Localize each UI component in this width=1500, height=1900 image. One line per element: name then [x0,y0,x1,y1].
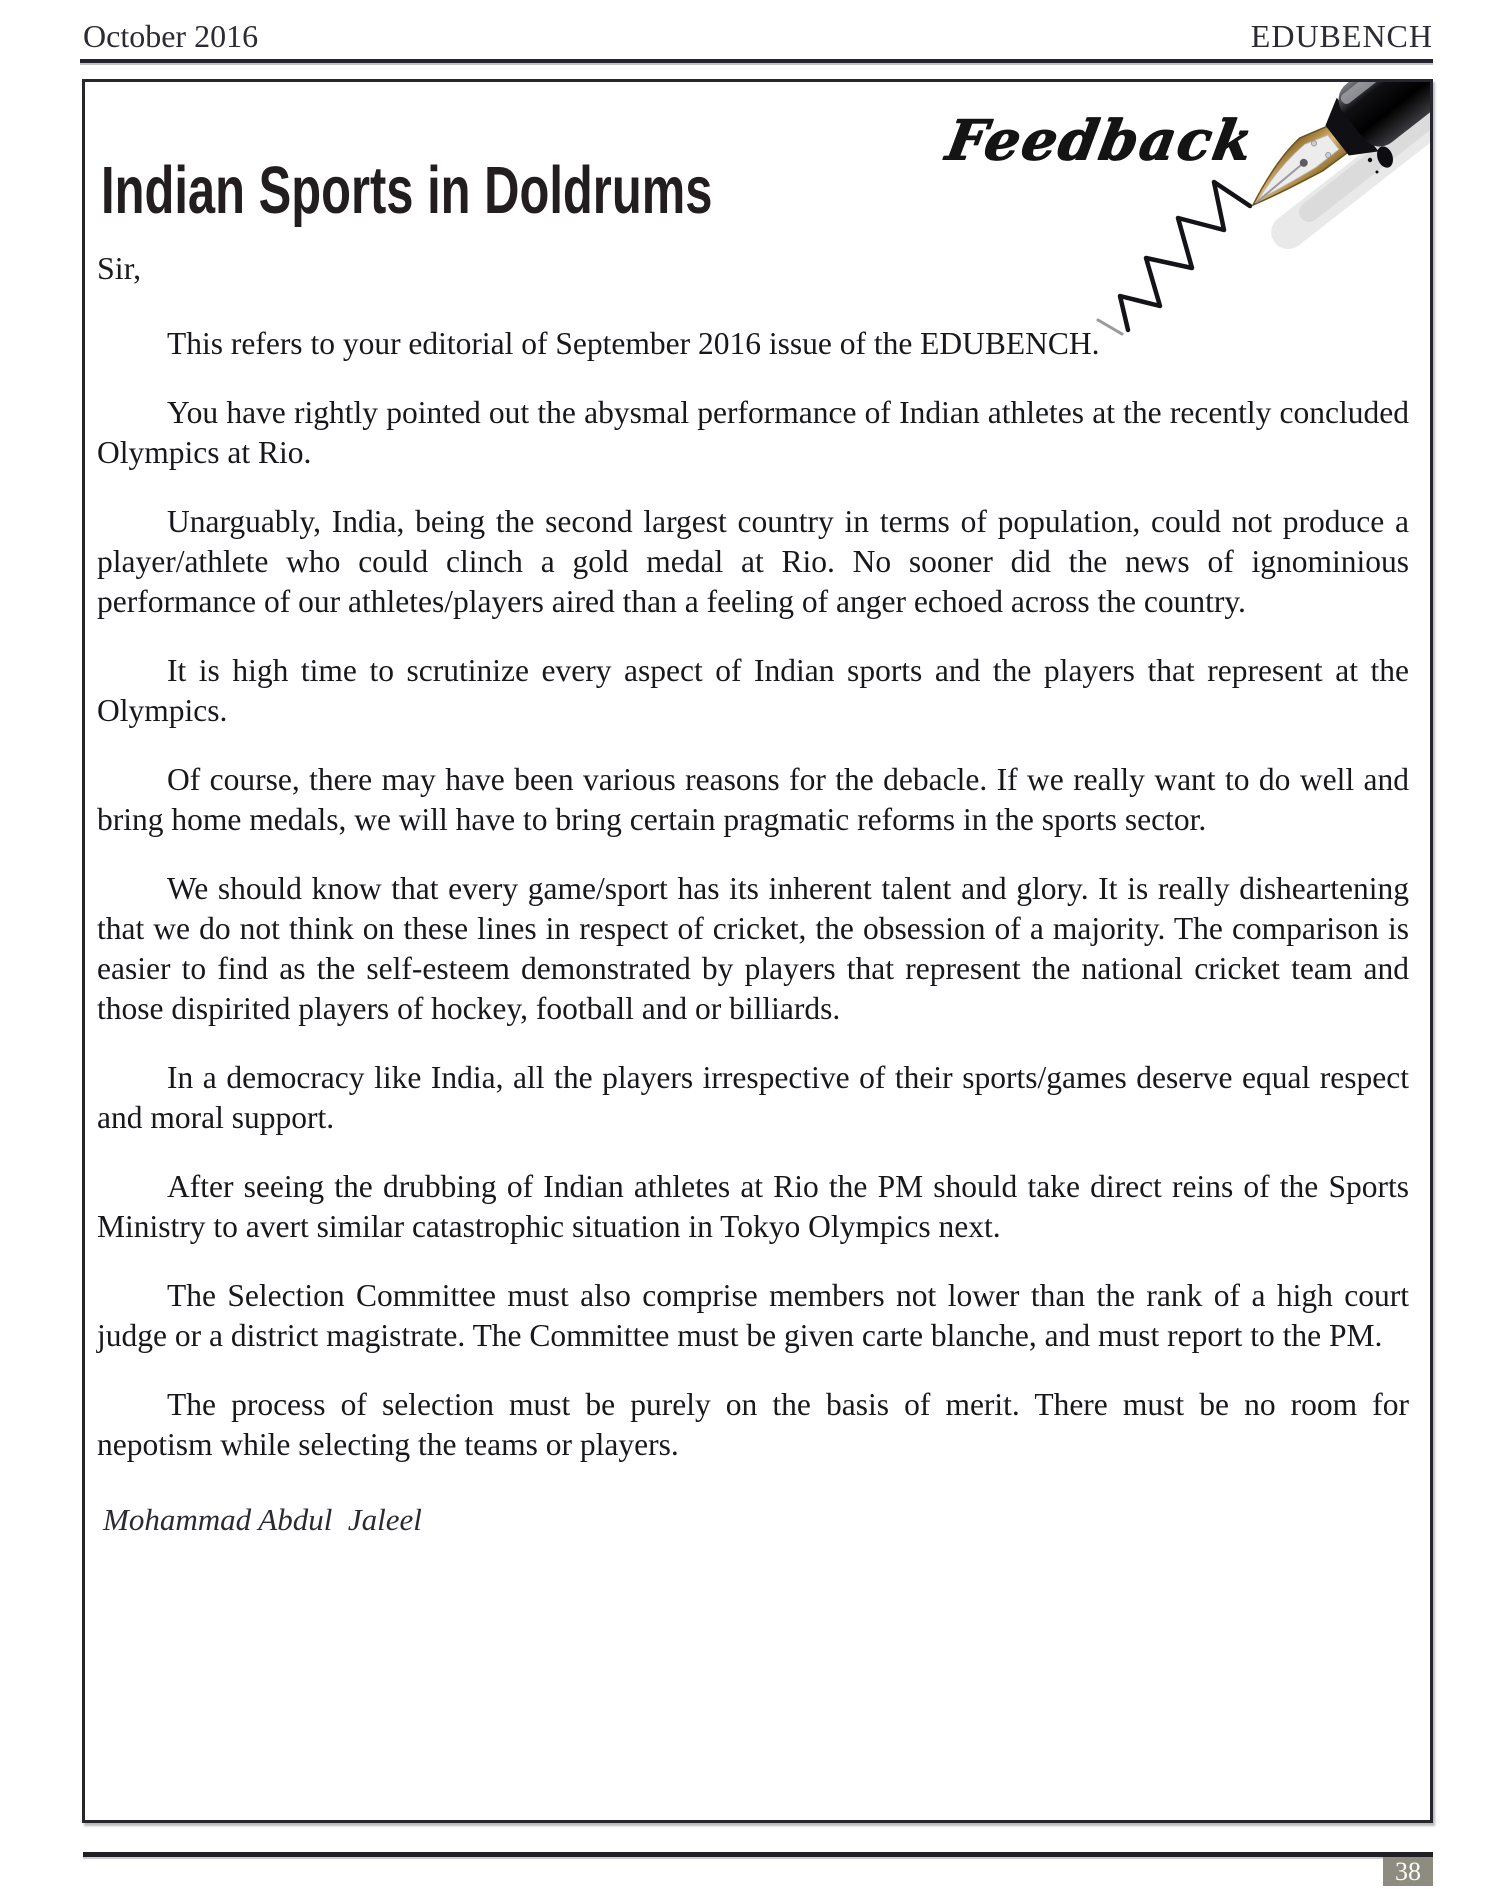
issue-date: October 2016 [83,18,259,54]
letter-body [97,324,1409,1465]
paragraph: After seeing the drubbing of Indian athletes at Rio the PM should take direct reins of the Sports Ministry to avert similar catastrophic situation in Tokyo Olympics next. [97,1169,1409,1245]
paragraph: This refers to your editorial of September 2016 issue of the EDUBENCH. [167,326,1100,362]
ink-scribble-shadow [1098,320,1122,334]
paragraph: Unarguably, India, being the second largest country in terms of population, could not produce a player/athlete who could clinch a gold medal at Rio. No sooner did the news of ignominious performance of our athletes/players aired than a feeling of anger echoed across the country. [97,504,1409,620]
ink-scribble [1120,182,1250,330]
paragraph: You have rightly pointed out the abysmal performance of Indian athletes at the recently concluded Olympics at Rio. [97,395,1409,471]
paragraph: Of course, there may have been various reasons for the debacle. If we really want to do well and bring home medals, we will have to bring certain pragmatic reforms in the sports sector. [97,762,1409,838]
page-header [83,18,1433,55]
fountain-pen-icon [1064,82,1430,482]
publication-name: EDUBENCH [1250,18,1433,54]
paragraph: The Selection Committee must also comprise members not lower than the rank of a high court judge or a district magistrate. The Committee must be given carte blanche, and must report to the PM. [97,1278,1409,1354]
section-label: Feedback [941,107,1260,172]
salutation: Sir, [97,250,142,287]
paragraph: The process of selection must be purely on the basis of merit. There must be no room for nepotism while selecting the teams or players. [97,1387,1409,1463]
paragraph: It is high time to scrutinize every aspect of Indian sports and the players that represent at the Olympics. [97,653,1409,729]
feedback-letter-box [82,79,1433,1823]
author-signature: Mohammad Abdul Jaleel [103,1502,422,1538]
header-rule [80,59,1433,63]
footer-rule [83,1852,1433,1857]
paragraph: In a democracy like India, all the players irrespective of their sports/games deserve equal respect and moral support. [97,1060,1409,1136]
paragraph: We should know that every game/sport has its inherent talent and glory. It is really disheartening that we do not think on these lines in respect of cricket, the obsession of a majority. The comparison is easier to find as the self-esteem demonstrated by players that represent the national cricket team and those dispirited players of hockey, football and or billiards. [97,871,1409,1027]
page-number-badge: 38 [1383,1857,1433,1886]
article-title: Indian Sports in Doldrums [101,153,713,228]
